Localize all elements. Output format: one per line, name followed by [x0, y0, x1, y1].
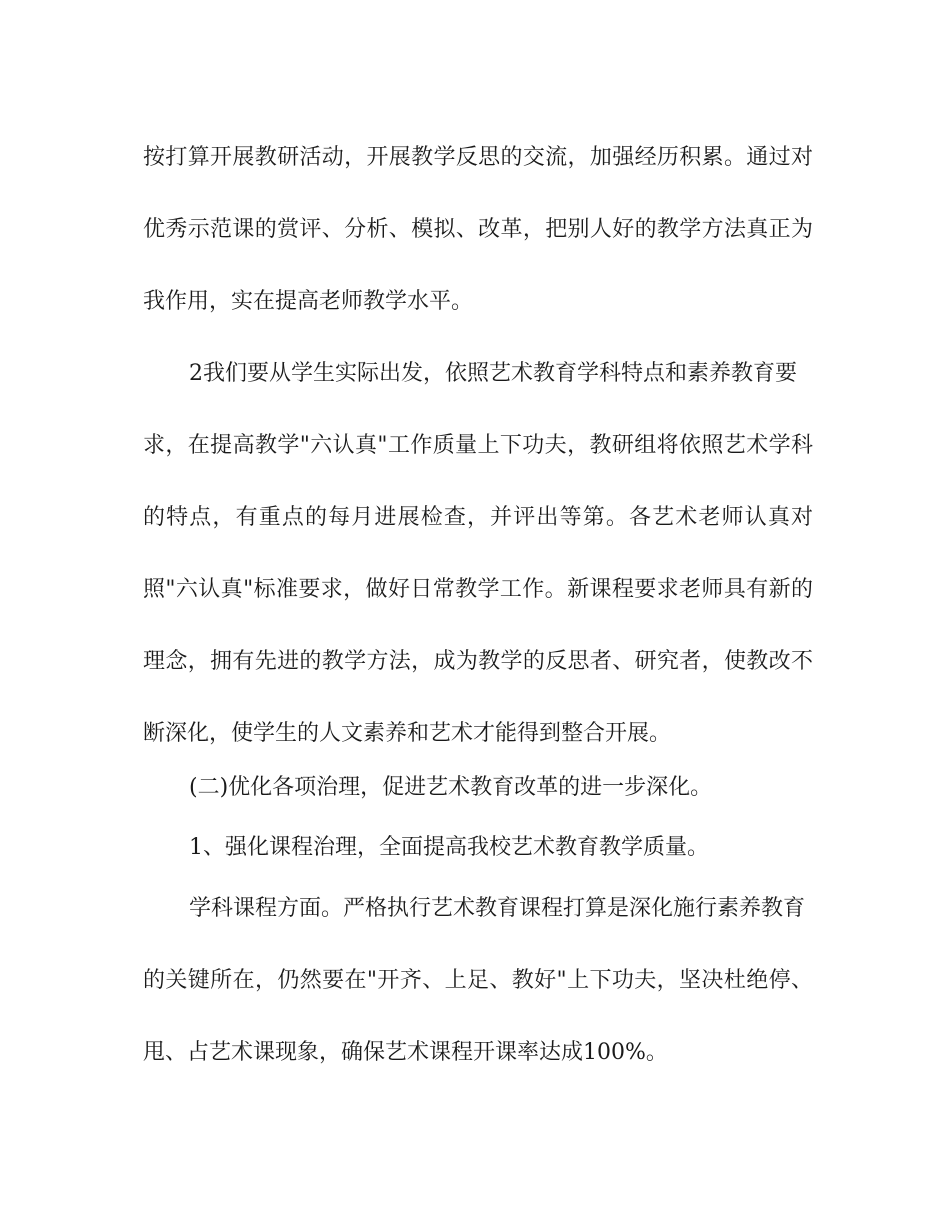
paragraph-line: 学科课程方面。严格执行艺术教育课程打算是深化施行素养教育	[189, 896, 806, 921]
paragraph-line: 优秀示范课的赏评、分析、模拟、改革，把别人好的教学方法真正为	[143, 217, 813, 242]
paragraph-line: 甩、占艺术课现象，确保艺术课程开课率达成100%。	[143, 1040, 668, 1065]
paragraph-line: 理念，拥有先进的教学方法，成为教学的反思者、研究者，使教改不	[143, 649, 813, 674]
paragraph-line: 求，在提高教学"六认真"工作质量上下功夫，教研组将依照艺术学科	[143, 433, 813, 458]
paragraph-line: 的特点，有重点的每月进展检查，并评出等第。各艺术老师认真对	[143, 505, 813, 530]
paragraph-line: 2我们要从学生实际出发，依照艺术教育学科特点和素养教育要	[189, 361, 797, 386]
paragraph-line: 我作用，实在提高老师教学水平。	[143, 289, 474, 314]
section-heading: (二)优化各项治理，促进艺术教育改革的进一步深化。	[189, 775, 713, 800]
paragraph-line: 断深化，使学生的人文素养和艺术才能得到整合开展。	[143, 721, 672, 746]
paragraph-line: 的关键所在，仍然要在"开齐、上足、教好"上下功夫，坚决杜绝停、	[143, 968, 813, 993]
subsection-heading: 1、强化课程治理，全面提高我校艺术教育教学质量。	[189, 835, 709, 860]
paragraph-line: 按打算开展教研活动，开展教学反思的交流，加强经历积累。通过对	[143, 145, 813, 170]
paragraph-line: 照"六认真"标准要求，做好日常教学工作。新课程要求老师具有新的	[143, 577, 813, 602]
